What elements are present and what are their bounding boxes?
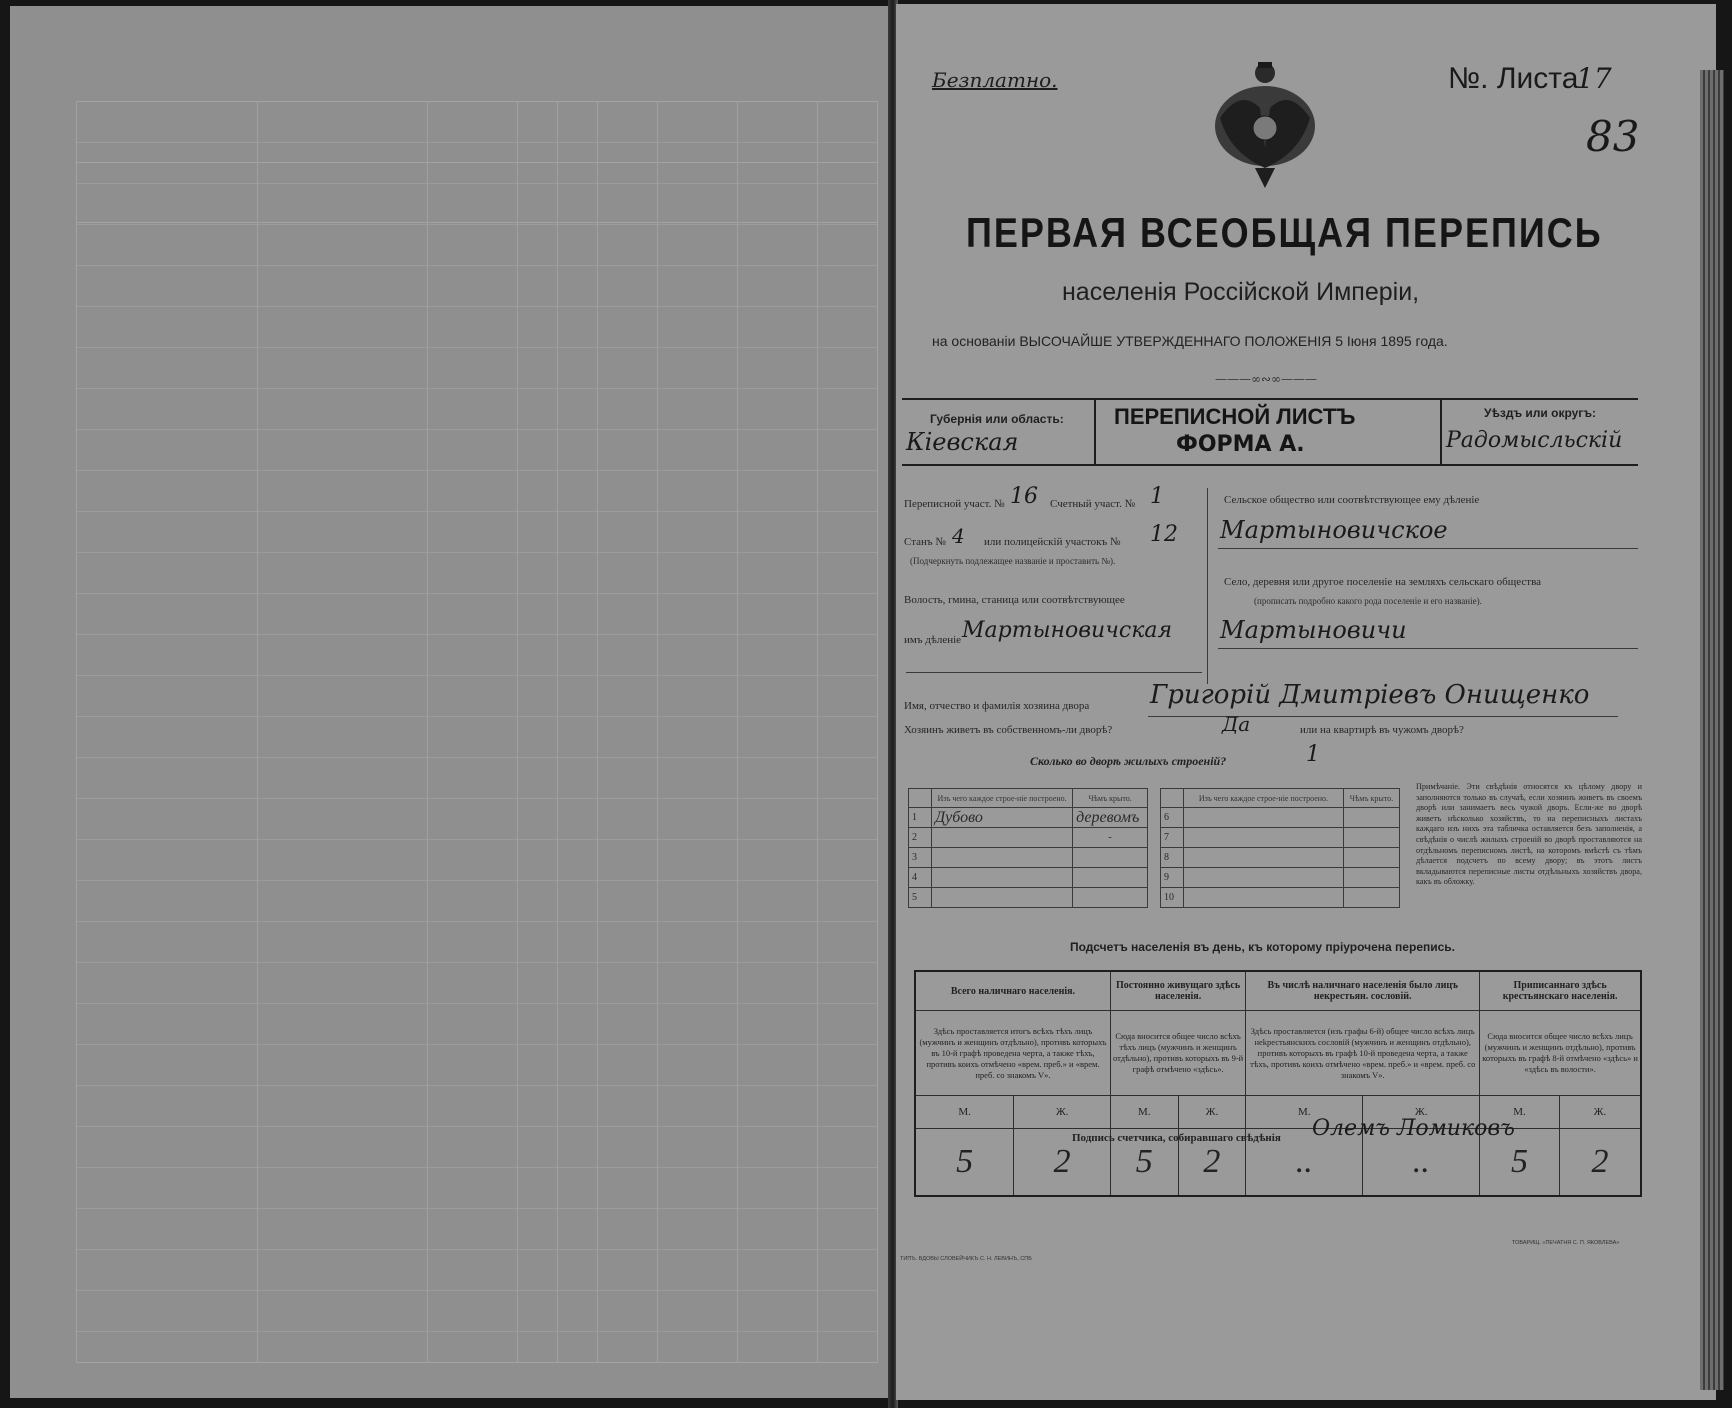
left-ruled-grid (76, 101, 878, 1363)
row-number: 4 (909, 868, 932, 888)
building-roof: деревомъ (1073, 808, 1148, 828)
sheet-number-alt: 83 (1586, 112, 1640, 161)
census-section-label: Переписной участ. № (904, 498, 1005, 510)
building-material (932, 888, 1073, 908)
pop-col-desc: Сюда вносится общее число всѣхъ лицъ (мужчинъ и женщинъ отдѣльно), противъ которыхъ въ графѣ 8-й отмѣчено «здѣсь» и «здѣсь въ волости». (1480, 1011, 1641, 1096)
buildings-col-roof: Чѣмъ крыто. (1343, 789, 1399, 808)
row-number: 2 (909, 828, 932, 848)
population-heading: Подсчетъ населенія въ день, къ которому пріурочена перепись. (1070, 940, 1455, 954)
volost-label: Волость, гмина, станица или соотвѣтствующее (904, 594, 1125, 606)
male-count: 5 (1110, 1129, 1178, 1197)
row-number: 9 (1161, 868, 1184, 888)
row-number: 8 (1161, 848, 1184, 868)
male-label: М. (915, 1096, 1014, 1129)
row-number: 3 (909, 848, 932, 868)
building-material (932, 828, 1073, 848)
female-label: Ж. (1363, 1096, 1480, 1129)
buildings-col-material: Изъ чего каждое строе-ніе построено. (1184, 789, 1344, 808)
population-table (914, 970, 1642, 1197)
buildings-col-roof: Чѣмъ крыто. (1073, 789, 1148, 808)
buildings-label: Сколько во дворѣ жилыхъ строеній? (1030, 754, 1227, 768)
census-section-value: 16 (1010, 484, 1038, 509)
rural-society-label: Сельское общество или соотвѣтствующее ему дѣленіе (1224, 494, 1480, 506)
female-count: 2 (1559, 1129, 1641, 1197)
owner-lives-label: Хозяинъ живетъ въ собственномъ-ли дворѣ? (904, 724, 1113, 736)
signature-value: Олемъ Ломиковъ (1312, 1116, 1515, 1141)
female-count: 2 (1178, 1129, 1246, 1197)
village-label: Село, деревня или другое поселеніе на земляхъ сельскаго общества (1224, 576, 1542, 588)
building-material (932, 868, 1073, 888)
row-number: 10 (1161, 888, 1184, 908)
male-label: М. (1246, 1096, 1363, 1129)
owner-value: Григорій Дмитріевъ Онищенко (1150, 680, 1590, 710)
building-roof: - (1073, 828, 1148, 848)
female-count: .. (1363, 1129, 1480, 1197)
census-basis: на основаніи ВЫСОЧАЙШЕ УТВЕРЖДЕННАГО ПОЛОЖЕНІЯ 5 Іюня 1895 года. (932, 333, 1448, 349)
census-subtitle: населенія Россійской Имперіи, (1062, 278, 1420, 306)
count-section-label: Счетный участ. № (1050, 498, 1136, 510)
volost-label-2: имъ дѣленіе (904, 634, 962, 646)
left-page (10, 6, 890, 1398)
pop-col-title: Постоянно живущаго здѣсь населенія. (1110, 971, 1245, 1011)
stan-value: 4 (952, 524, 965, 548)
volost-value: Мартыновичская (962, 618, 1173, 643)
owner-label: Имя, отчество и фамилія хозяина двора (904, 700, 1090, 712)
village-value: Мартыновичи (1220, 616, 1407, 644)
sheet-number: 17 (1576, 62, 1612, 95)
police-value: 12 (1150, 522, 1178, 547)
ornament-divider: ———∞∾∞——— (1215, 372, 1318, 386)
buildings-table-left (908, 788, 1148, 908)
building-roof (1073, 848, 1148, 868)
female-count: 2 (1014, 1129, 1111, 1197)
eagle-emblem-icon (1210, 58, 1320, 197)
village-note: (прописать подробно какого рода поселеніе и его названіе). (1254, 596, 1482, 606)
pop-col-desc: Здѣсь проставляется итогъ всѣхъ тѣхъ лицъ (мужчинъ и женщинъ отдѣльно), противъ которыхъ въ 10-й графѣ проведена черта, а также тѣхъ, противъ коихъ отмѣчено «врем. преб.» и «врем. преб. со знакомъ V». (915, 1011, 1110, 1096)
province-label: Губернія или область: (930, 412, 1064, 426)
signature-label: Подпись счетчика, собиравшаго свѣдѣнія (1072, 1132, 1281, 1144)
building-material (932, 848, 1073, 868)
pop-col-desc: Сюда вносится общее число всѣхъ тѣхъ лицъ (мужчинъ и женщинъ отдѣльно), противъ которыхъ въ 9-й графѣ отмѣчено «здѣсь». (1110, 1011, 1245, 1096)
row-number: 1 (909, 808, 932, 828)
province-value: Кіевская (906, 428, 1019, 456)
printer-right: ТОВАРИЩ. «ПЕЧАТНЯ С. П. ЯКОВЛЕВА» (1512, 1240, 1620, 1246)
male-label: М. (1480, 1096, 1560, 1129)
police-label: или полицейскій участокъ № (984, 536, 1121, 548)
underline-note: (Подчеркнуть подлежащее названіе и проставить №). (910, 556, 1116, 566)
note-paragraph: Примѣчаніе. Эти свѣдѣнія относятся къ цѣлому двору и заполняются только въ случаѣ, если хозяинъ живетъ въ своемъ дворѣ или занимаетъ весь чужой дворъ. Если-же во дворѣ живетъ нѣсколько хозяйствъ, то на переписныхъ листахъ каждаго изъ нихъ эта табличка оставляется безъ заполненія, а свѣдѣнія о числѣ жилыхъ строеній во дворѣ проставляются на отдѣльномъ переписномъ листѣ, на которомъ вмѣстѣ съ тѣмъ дѣлается подсчетъ по всему двору; въ этотъ листъ вкладываются переписные листы отдѣльныхъ хозяйствъ двора, какъ въ обложку. (1416, 782, 1642, 887)
male-count: 5 (915, 1129, 1014, 1197)
buildings-table-right (1160, 788, 1400, 908)
stan-label: Станъ № (904, 536, 946, 548)
free-label: Безплатно. (932, 68, 1058, 92)
sheet-label: №. Листа (1448, 62, 1579, 95)
male-count: 5 (1480, 1129, 1560, 1197)
rural-society-value: Мартыновичское (1220, 516, 1448, 544)
female-label: Ж. (1178, 1096, 1246, 1129)
district-value: Радомысльскій (1446, 428, 1623, 453)
page-edges (1700, 70, 1724, 1390)
owner-lives-alt: или на квартирѣ въ чужомъ дворѣ? (1300, 724, 1464, 736)
buildings-col-material: Изъ чего каждое строе-ніе построено. (932, 789, 1073, 808)
female-label: Ж. (1014, 1096, 1111, 1129)
male-label: М. (1110, 1096, 1178, 1129)
pop-col-title: Всего наличнаго населенія. (915, 971, 1110, 1011)
building-material: Дубово (932, 808, 1073, 828)
row-number: 6 (1161, 808, 1184, 828)
district-label: Уѣздъ или округъ: (1484, 406, 1597, 420)
owner-lives-value: Да (1222, 712, 1251, 736)
female-label: Ж. (1559, 1096, 1641, 1129)
form-title: ПЕРЕПИСНОЙ ЛИСТЪ (1114, 404, 1356, 429)
form-letter: ФОРМА А. (1176, 432, 1305, 457)
printer-left: ТИПЪ. ВДОВЫ СЛОВЕЙЧИКЪ С. Н. ЛЕВИНЪ, СПБ (900, 1256, 1032, 1262)
pop-col-desc: Здѣсь проставляется (изъ графы 6-й) общее число всѣхъ лицъ нekрестьянскихъ сословій (мужчинъ и женщинъ отдѣльно), противъ которыхъ въ графѣ 10-й проведена черта, а также тѣхъ, противъ коихъ отмѣчено «врем. преб.» и «врем. преб. со знакомъ V». (1246, 1011, 1480, 1096)
male-count: .. (1246, 1129, 1363, 1197)
buildings-value: 1 (1306, 742, 1320, 767)
pop-col-title: Въ числѣ наличнаго населенія было лицъ некрестьян. сословій. (1246, 971, 1480, 1011)
row-number: 7 (1161, 828, 1184, 848)
row-number: 5 (909, 888, 932, 908)
count-section-value: 1 (1150, 484, 1164, 509)
census-title: ПЕРВАЯ ВСЕОБЩАЯ ПЕРЕПИСЬ (966, 208, 1603, 256)
pop-col-title: Приписаннаго здѣсь крестьянскаго населенія. (1480, 971, 1641, 1011)
building-roof (1073, 888, 1148, 908)
building-roof (1073, 868, 1148, 888)
